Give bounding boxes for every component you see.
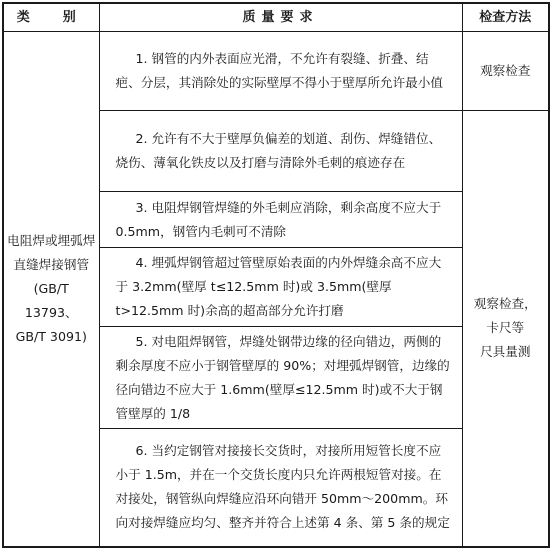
requirement-cell-1: 1. 钢管的内外表面应光滑，不允许有裂缝、折叠、结疤、分层，其消除处的实际壁厚不得小于壁厚所允许最小值 — [99, 32, 462, 111]
category-cell — [3, 32, 99, 547]
method-line: 卡尺等 — [486, 320, 525, 336]
requirement-cell-5: 5. 对电阻焊钢管，焊缝处钢带边缘的径向错边，两侧的剩余厚度不应小于钢管壁厚的 90%；对埋弧焊钢管，边缘的径向错边不应大于 1.6mm(壁厚≤12.5mm 时)或不大于钢管壁厚的 1/8 — [99, 327, 462, 429]
quality-requirements-table — [2, 2, 550, 548]
category-line: 直缝焊接钢管 — [13, 256, 90, 272]
method-line: 观察检查， — [473, 296, 537, 312]
category-line: GB/T 3091) — [15, 328, 87, 344]
method-cell-visual: 观察检查 — [462, 32, 549, 111]
header-category: 类 别 — [3, 3, 99, 32]
header-requirement: 质量要求 — [99, 3, 462, 32]
category-line: (GB/T 13793、 — [24, 280, 78, 320]
category-line: 电阻焊或埋弧焊 — [7, 232, 96, 248]
requirement-cell-2: 2. 允许有不大于壁厚负偏差的划道、刮伤、焊缝错位、烧伤、薄氧化铁皮以及打磨与清除外毛刺的痕迹存在 — [99, 111, 462, 192]
table-header-row — [3, 3, 549, 32]
requirement-cell-6: 6. 当约定钢管对接接长交货时，对接所用短管长度不应小于 1.5m，并在一个交货长度内只允许两根短管对接。在对接处，钢管纵向焊缝应沿环向错开 50mm～200mm。环向对接焊缝应均匀、整齐并符合上述第 4 条、第 5 条的规定 — [99, 429, 462, 547]
requirement-cell-4: 4. 埋弧焊钢管超过管壁原始表面的内外焊缝余高不应大于 3.2mm(壁厚 t≤12.5mm 时)或 3.5mm(壁厚 t>12.5mm 时)余高的超高部分允许打磨 — [99, 248, 462, 327]
table-row — [3, 32, 549, 111]
header-method: 检查方法 — [462, 3, 549, 32]
method-line: 尺具量测 — [480, 344, 531, 360]
requirement-cell-3: 3. 电阻焊钢管焊缝的外毛刺应消除，剩余高度不应大于 0.5mm，钢管内毛刺可不清除 — [99, 192, 462, 248]
method-cell-measure — [462, 111, 549, 547]
